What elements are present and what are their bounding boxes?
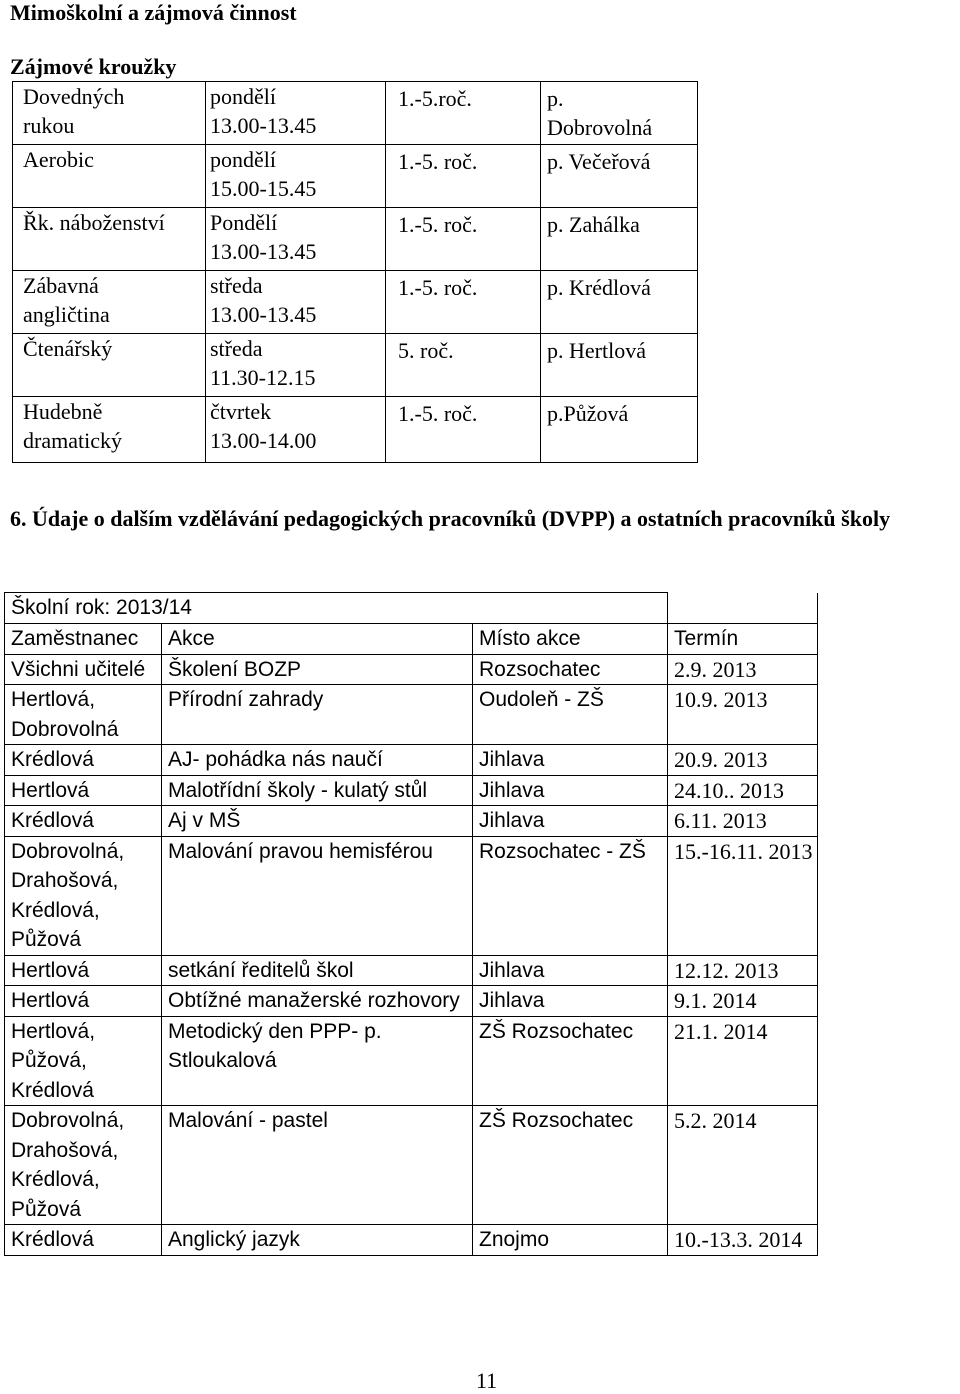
table-row xyxy=(5,745,818,776)
page-number: 11 xyxy=(476,1368,498,1393)
place-cell: Jihlava xyxy=(473,806,668,837)
club-row xyxy=(13,208,698,271)
club-grade: 1.-5. roč. xyxy=(386,271,541,334)
club-row xyxy=(13,145,698,208)
date-cell: 10.-13.3. 2014 xyxy=(668,1225,818,1256)
event-cell: Obtížné manažerské rozhovory xyxy=(162,986,473,1017)
event-cell: setkání ředitelů škol xyxy=(162,955,473,986)
clubs-title: Zájmové kroužky xyxy=(10,54,177,79)
table-row xyxy=(5,1016,818,1106)
event-cell: Malotřídní školy - kulatý stůl xyxy=(162,775,473,806)
table-row xyxy=(5,654,818,685)
date-cell: 9.1. 2014 xyxy=(668,986,818,1017)
club-name: Řk. náboženství xyxy=(13,208,206,271)
date-cell: 24.10.. 2013 xyxy=(668,775,818,806)
header-row xyxy=(5,624,818,655)
table-row xyxy=(5,685,818,745)
club-time: středa 13.00-13.45 xyxy=(206,271,386,334)
place-cell: Rozsochatec - ZŠ xyxy=(473,836,668,955)
event-cell: Školení BOZP xyxy=(162,654,473,685)
club-time: středa 11.30-12.15 xyxy=(206,334,386,397)
club-teacher: p. Zahálka xyxy=(541,208,698,271)
club-teacher: p.Půžová xyxy=(541,397,698,463)
club-name: Čtenářský xyxy=(13,334,206,397)
table-row xyxy=(5,806,818,837)
table-row xyxy=(5,775,818,806)
table-row xyxy=(5,986,818,1017)
header-date: Termín xyxy=(668,624,818,655)
date-cell: 20.9. 2013 xyxy=(668,745,818,776)
club-grade: 5. roč. xyxy=(386,334,541,397)
club-time: Pondělí 13.00-13.45 xyxy=(206,208,386,271)
clubs-table xyxy=(12,81,698,463)
club-row xyxy=(13,334,698,397)
employee-cell: Hertlová xyxy=(5,775,162,806)
date-cell: 10.9. 2013 xyxy=(668,685,818,745)
employee-cell: Hertlová, Půžová, Krédlová xyxy=(5,1016,162,1106)
place-cell: Jihlava xyxy=(473,775,668,806)
event-cell: Anglický jazyk xyxy=(162,1225,473,1256)
section-title: Mimoškolní a zájmová činnost xyxy=(10,0,297,25)
club-time: čtvrtek 13.00-14.00 xyxy=(206,397,386,463)
club-teacher: p. Dobrovolná xyxy=(541,82,698,145)
date-cell: 2.9. 2013 xyxy=(668,654,818,685)
dvpp-table xyxy=(4,592,818,1256)
date-cell: 12.12. 2013 xyxy=(668,955,818,986)
place-cell: Rozsochatec xyxy=(473,654,668,685)
event-cell: Malování - pastel xyxy=(162,1106,473,1225)
employee-cell: Dobrovolná, Drahošová, Krédlová, Půžová xyxy=(5,836,162,955)
event-cell: Aj v MŠ xyxy=(162,806,473,837)
event-cell: Malování pravou hemisférou xyxy=(162,836,473,955)
club-teacher: p. Krédlová xyxy=(541,271,698,334)
dvpp-heading: 6. Údaje o dalším vzdělávání pedagogických pracovníků (DVPP) a ostatních pracovníků školy xyxy=(10,506,891,531)
club-name: Aerobic xyxy=(13,145,206,208)
club-time: pondělí 15.00-15.45 xyxy=(206,145,386,208)
event-cell: Přírodní zahrady xyxy=(162,685,473,745)
club-grade: 1.-5. roč. xyxy=(386,208,541,271)
event-cell: Metodický den PPP- p. Stloukalová xyxy=(162,1016,473,1106)
header-employee: Zaměstnanec xyxy=(5,624,162,655)
employee-cell: Hertlová xyxy=(5,955,162,986)
employee-cell: Všichni učitelé xyxy=(5,654,162,685)
place-cell: ZŠ Rozsochatec xyxy=(473,1106,668,1225)
place-cell: Jihlava xyxy=(473,986,668,1017)
table-row xyxy=(5,1106,818,1225)
club-time: pondělí 13.00-13.45 xyxy=(206,82,386,145)
club-name: Zábavná angličtina xyxy=(13,271,206,334)
place-cell: ZŠ Rozsochatec xyxy=(473,1016,668,1106)
header-event: Akce xyxy=(162,624,473,655)
club-teacher: p. Hertlová xyxy=(541,334,698,397)
place-cell: Znojmo xyxy=(473,1225,668,1256)
club-name: Dovedných rukou xyxy=(13,82,206,145)
club-grade: 1.-5. roč. xyxy=(386,145,541,208)
employee-cell: Hertlová, Dobrovolná xyxy=(5,685,162,745)
club-grade: 1.-5. roč. xyxy=(386,397,541,463)
date-cell: 6.11. 2013 xyxy=(668,806,818,837)
place-cell: Jihlava xyxy=(473,955,668,986)
table-row xyxy=(5,1225,818,1256)
school-year-row xyxy=(5,593,818,624)
date-cell: 5.2. 2014 xyxy=(668,1106,818,1225)
place-cell: Oudoleň - ZŠ xyxy=(473,685,668,745)
club-row xyxy=(13,82,698,145)
table-row xyxy=(5,836,818,955)
employee-cell: Krédlová xyxy=(5,745,162,776)
club-name: Hudebně dramatický xyxy=(13,397,206,463)
club-row xyxy=(13,271,698,334)
employee-cell: Krédlová xyxy=(5,1225,162,1256)
event-cell: AJ- pohádka nás naučí xyxy=(162,745,473,776)
table-row xyxy=(5,955,818,986)
date-cell: 21.1. 2014 xyxy=(668,1016,818,1106)
header-place: Místo akce xyxy=(473,624,668,655)
club-teacher: p. Večeřová xyxy=(541,145,698,208)
date-cell: 15.-16.11. 2013 xyxy=(668,836,818,955)
club-grade: 1.-5.roč. xyxy=(386,82,541,145)
place-cell: Jihlava xyxy=(473,745,668,776)
employee-cell: Dobrovolná, Drahošová, Krédlová, Půžová xyxy=(5,1106,162,1225)
club-row xyxy=(13,397,698,463)
school-year: Školní rok: 2013/14 xyxy=(5,593,668,624)
employee-cell: Krédlová xyxy=(5,806,162,837)
employee-cell: Hertlová xyxy=(5,986,162,1017)
